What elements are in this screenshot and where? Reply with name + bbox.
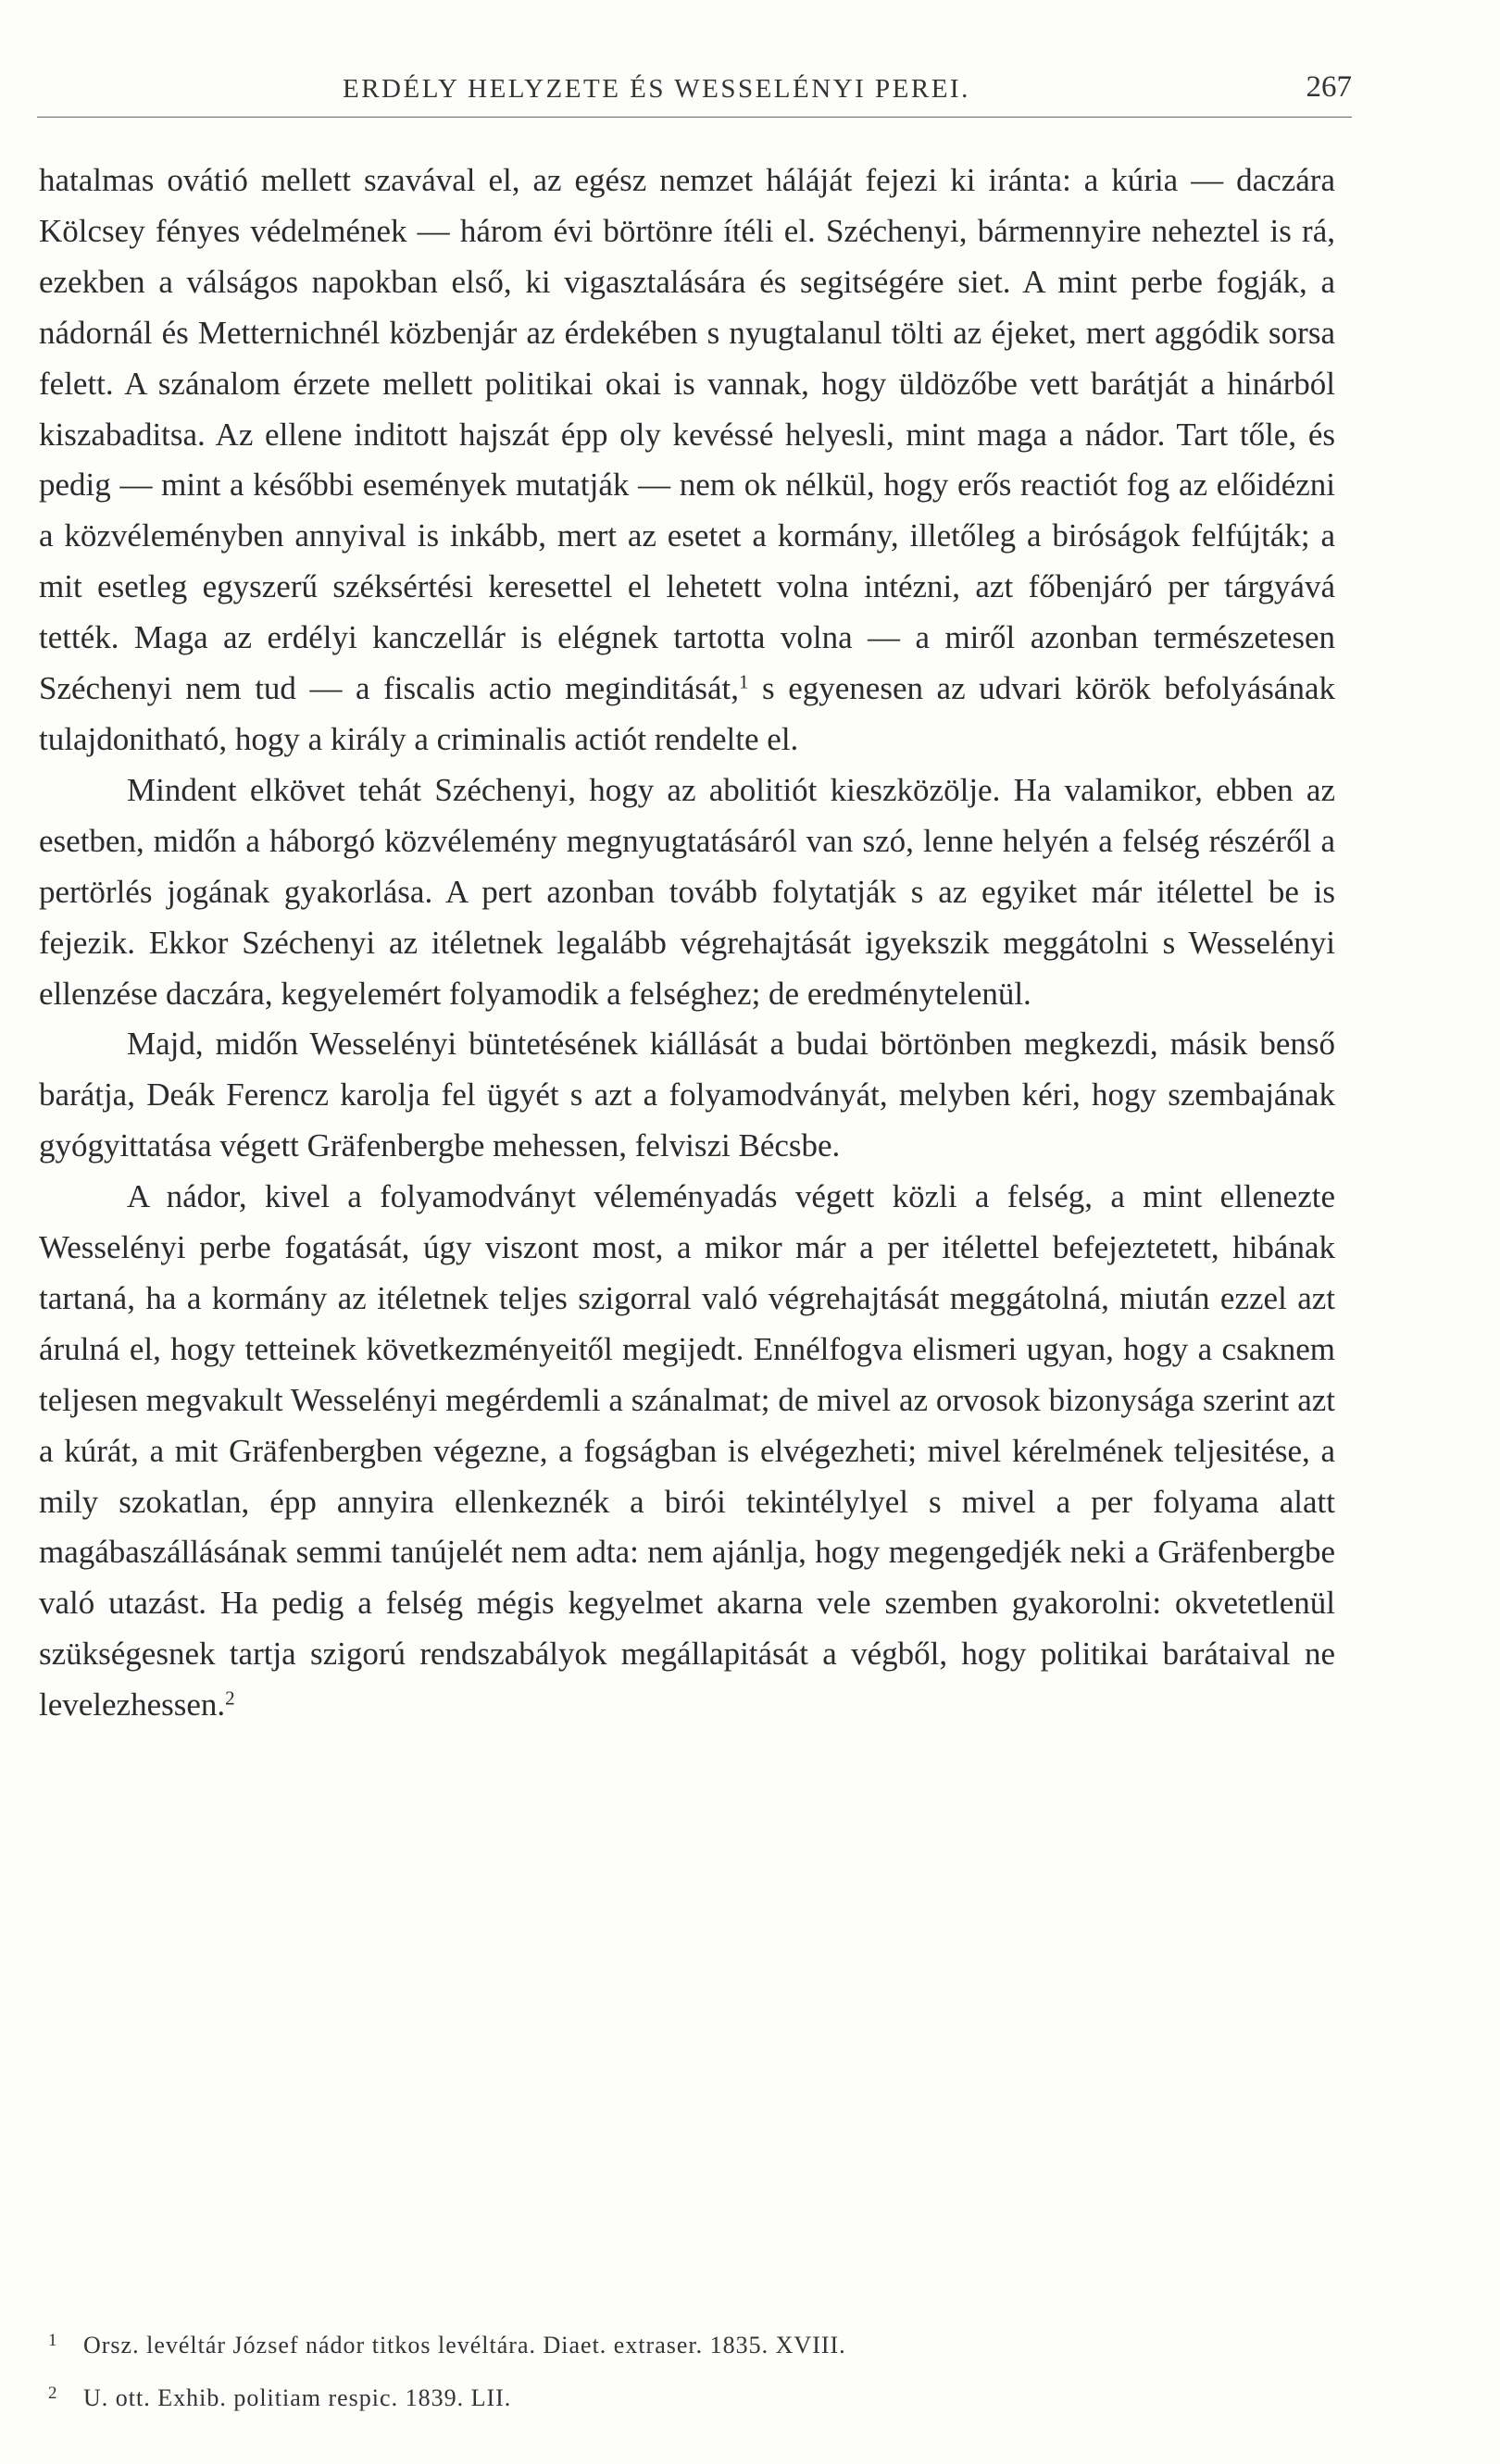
paragraph-2-text: Mindent elkövet tehát Széchenyi, hogy az abolitiót kieszközölje. Ha valamikor, ebben az esetben, midőn a háborgó közvélemény megnyugtatásáról van szó, lenne helyén a felség részéről a pertörlés jogának gyakorlása. A pert azonban tovább folytatják s az egyiket már itélettel be is fejezik. Ekkor Széchenyi az itéletnek legalább végrehajtását igyekszik meggátolni s Wesselényi ellenzése daczára, kegyelemért folyamodik a felséghez; de eredménytelenül. <box>39 771 1335 1012</box>
paragraph-4 <box>39 1172 1335 1731</box>
footnote-ref-2: 2 <box>225 1686 235 1710</box>
body-text <box>39 156 1335 1731</box>
footnote-1-mark: 1 <box>48 2331 58 2350</box>
footnote-2-text: U. ott. Exhib. politiam respic. 1839. LII. <box>83 2384 512 2411</box>
running-title: ERDÉLY HELYZETE ÉS WESSELÉNYI PEREI. <box>343 74 970 104</box>
footnote-2 <box>39 2370 1335 2422</box>
paragraph-3-text: Majd, midőn Wesselényi büntetésének kiállását a budai börtönben megkezdi, másik benső barátja, Deák Ferencz karolja fel ügyét s azt a folyamodványát, melyben kéri, hogy szembajának gyógyittatása végett Gräfenbergbe mehessen, felviszi Bécsbe. <box>39 1026 1335 1164</box>
paragraph-4-text: A nádor, kivel a folyamodványt véleményadás végett közli a felség, a mint ellenezte Wesselényi perbe fogatását, úgy viszont most, a mikor már a per itélettel befejeztetett, hibának tartaná, ha a kormány az itéletnek teljes szigorral való végrehajtását meggátolná, miután ezzel azt árulná el, hogy tetteinek következményeitől megijedt. Ennélfogva elismeri ugyan, hogy a csaknem teljesen megvakult Wesselényi megérdemli a szánalmat; de mivel az orvosok bizonysága szerint azt a kúrát, a mit Gräfenbergben végezne, a fogságban is elvégezheti; mivel kérelmének teljesitése, a mily szokatlan, épp annyira ellenkeznék a birói tekintélylyel s mivel a per folyama alatt magábaszállásának semmi tanújelét nem adta: nem ajánlja, hogy megengedjék neki a Gräfenbergbe való utazást. Ha pedig a felség mégis kegyelmet akarna vele szemben gyakorolni: okvetetlenül szükségesnek tartja szigorú rendszabályok megállapitását a végből, hogy politikai barátaival ne levelezhessen. <box>39 1178 1335 1724</box>
paragraph-1-continuation: s egyenesen az udvari körök befolyásának tulajdonitható, hogy a király a criminalis actiót rendelte el. <box>39 670 1335 757</box>
paragraph-1-text: hatalmas ovátió mellett szavával el, az egész nemzet háláját fejezi ki iránta: a kúria — daczára Kölcsey fényes védelmének — három évi börtönre ítéli el. Széchenyi, bármennyire neheztel is rá, ezekben a válságos napokban első, ki vigasztalására és segitségére siet. A mint perbe fogják, a nádornál és Metternichnél közbenjár az érdekében s nyugtalanul tölti az éjeket, mert aggódik sorsa felett. A szánalom érzete mellett politikai okai is vannak, hogy üldözőbe vett barátját a hinárból kiszabaditsa. Az ellene inditott hajszát épp oly kevéssé helyesli, mint maga a nádor. Tart tőle, és pedig — mint a későbbi események mutatják — nem ok nélkül, hogy erős reactiót fog az előidézni a közvéleményben annyival is inkább, mert az esetet a kormány, illetőleg a biróságok felfújták; a mit esetleg egyszerű széksértési keresettel el lehetett volna intézni, azt főbenjáró per tárgyává tették. Maga az erdélyi kanczellár is elégnek tartotta volna — a miről azonban természetesen Széchenyi nem tud — a fiscalis actio meginditását, <box>39 162 1335 707</box>
page-number: 267 <box>1306 70 1352 104</box>
footnotes <box>39 2317 1335 2422</box>
footnote-2-mark: 2 <box>48 2383 58 2403</box>
running-header <box>37 65 1352 118</box>
footnote-1 <box>39 2317 1335 2370</box>
footnote-1-text: Orsz. levéltár József nádor titkos levéltára. Diaet. extraser. 1835. XVIII. <box>83 2332 846 2358</box>
paragraph-1 <box>39 156 1335 765</box>
paragraph-2 <box>39 765 1335 1020</box>
footnote-ref-1: 1 <box>738 670 749 693</box>
paragraph-3 <box>39 1019 1335 1172</box>
